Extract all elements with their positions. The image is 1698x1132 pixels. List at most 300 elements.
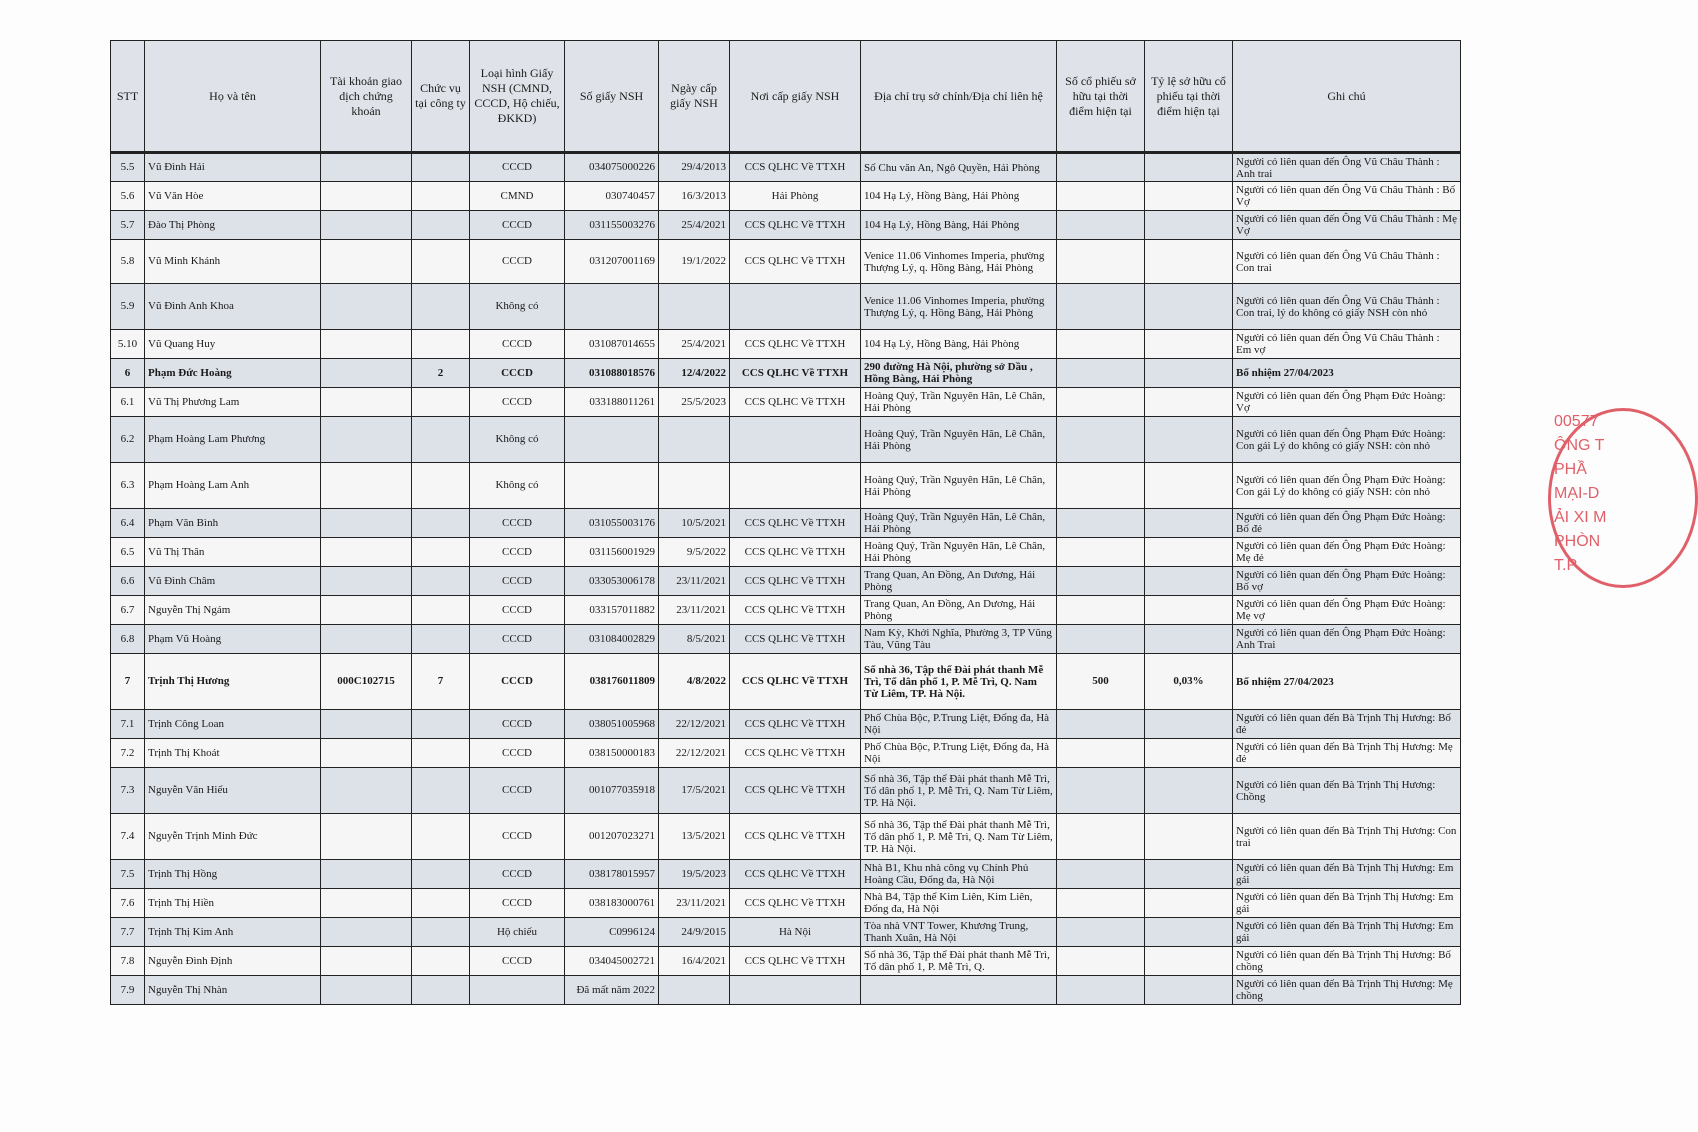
cell-account xyxy=(321,388,412,417)
cell-id-type: CCCD xyxy=(470,153,565,182)
cell-position xyxy=(412,947,470,976)
cell-address: Số nhà 36, Tập thể Đài phát thanh Mễ Trì, Tổ dân phố 1, P. Mễ Trì, Q. xyxy=(861,947,1057,976)
cell-issue-date: 13/5/2021 xyxy=(659,814,730,860)
cell-ratio xyxy=(1145,596,1233,625)
cell-id-type: CCCD xyxy=(470,768,565,814)
cell-account xyxy=(321,739,412,768)
cell-ratio xyxy=(1145,918,1233,947)
cell-issue-date: 25/5/2023 xyxy=(659,388,730,417)
cell-address: Trang Quan, An Đồng, An Dương, Hải Phòng xyxy=(861,567,1057,596)
cell-address: 104 Hạ Lý, Hồng Bàng, Hải Phòng xyxy=(861,330,1057,359)
cell-stt: 6.8 xyxy=(111,625,145,654)
cell-stt: 6.1 xyxy=(111,388,145,417)
cell-id-number xyxy=(565,284,659,330)
cell-account xyxy=(321,284,412,330)
cell-address: 290 đường Hà Nội, phường sở Dầu , Hồng Bàng, Hải Phòng xyxy=(861,359,1057,388)
cell-name: Vũ Đình Châm xyxy=(145,567,321,596)
table-row xyxy=(111,710,1461,739)
cell-issue-place: CCS QLHC Về TTXH xyxy=(730,860,861,889)
cell-shares xyxy=(1057,860,1145,889)
cell-account xyxy=(321,976,412,1005)
table-row xyxy=(111,240,1461,284)
table-row xyxy=(111,463,1461,509)
cell-id-type: CCCD xyxy=(470,538,565,567)
cell-id-type: CCCD xyxy=(470,359,565,388)
cell-note: Người có liên quan đến Bà Trịnh Thị Hương: Em gái xyxy=(1233,860,1461,889)
cell-name: Phạm Hoàng Lam Phương xyxy=(145,417,321,463)
cell-id-number: 031207001169 xyxy=(565,240,659,284)
cell-id-type: Không có xyxy=(470,417,565,463)
cell-id-number: 001207023271 xyxy=(565,814,659,860)
cell-position xyxy=(412,596,470,625)
cell-name: Nguyễn Thị Ngám xyxy=(145,596,321,625)
cell-account xyxy=(321,814,412,860)
cell-position xyxy=(412,768,470,814)
cell-stt: 6.6 xyxy=(111,567,145,596)
table-row xyxy=(111,889,1461,918)
cell-stt: 7.8 xyxy=(111,947,145,976)
cell-issue-date xyxy=(659,284,730,330)
cell-issue-date: 23/11/2021 xyxy=(659,567,730,596)
cell-account xyxy=(321,918,412,947)
table-row xyxy=(111,359,1461,388)
related-persons-table xyxy=(110,40,1461,1005)
cell-name: Phạm Văn Bình xyxy=(145,509,321,538)
cell-address: Hoàng Quý, Trần Nguyên Hãn, Lê Chân, Hải Phòng xyxy=(861,388,1057,417)
cell-ratio xyxy=(1145,417,1233,463)
cell-issue-place: CCS QLHC Về TTXH xyxy=(730,768,861,814)
cell-stt: 7.6 xyxy=(111,889,145,918)
table-row xyxy=(111,814,1461,860)
cell-shares xyxy=(1057,359,1145,388)
cell-issue-date xyxy=(659,463,730,509)
cell-account xyxy=(321,330,412,359)
cell-ratio xyxy=(1145,710,1233,739)
cell-account xyxy=(321,463,412,509)
cell-ratio xyxy=(1145,182,1233,211)
cell-stt: 7.4 xyxy=(111,814,145,860)
cell-address: Hoàng Quý, Trần Nguyên Hãn, Lê Chân, Hải Phòng xyxy=(861,417,1057,463)
cell-id-type: CCCD xyxy=(470,654,565,710)
cell-address: Hoàng Quý, Trần Nguyên Hãn, Lê Chân, Hải Phòng xyxy=(861,509,1057,538)
header-id-number: Số giấy NSH xyxy=(565,41,659,153)
cell-account xyxy=(321,768,412,814)
cell-id-type: CCCD xyxy=(470,567,565,596)
cell-ratio xyxy=(1145,509,1233,538)
cell-id-type: CCCD xyxy=(470,596,565,625)
cell-stt: 5.9 xyxy=(111,284,145,330)
cell-name: Trịnh Công Loan xyxy=(145,710,321,739)
cell-ratio xyxy=(1145,463,1233,509)
cell-ratio xyxy=(1145,567,1233,596)
cell-stt: 7.2 xyxy=(111,739,145,768)
cell-issue-date: 16/4/2021 xyxy=(659,947,730,976)
header-address: Địa chỉ trụ sở chính/Địa chỉ liên hệ xyxy=(861,41,1057,153)
cell-address: 104 Hạ Lý, Hồng Bàng, Hải Phòng xyxy=(861,182,1057,211)
header-position: Chức vụ tại công ty xyxy=(412,41,470,153)
cell-id-type: CCCD xyxy=(470,947,565,976)
cell-id-number: 030740457 xyxy=(565,182,659,211)
cell-stt: 7.5 xyxy=(111,860,145,889)
cell-note: Người có liên quan đến Ông Phạm Đức Hoàng: Mẹ vợ xyxy=(1233,596,1461,625)
cell-issue-place: CCS QLHC Về TTXH xyxy=(730,710,861,739)
cell-note: Người có liên quan đến Bà Trịnh Thị Hương: Mẹ chồng xyxy=(1233,976,1461,1005)
stamp-text: T.P xyxy=(1554,557,1578,574)
table-row xyxy=(111,182,1461,211)
cell-id-number: 031156001929 xyxy=(565,538,659,567)
cell-id-number: 031087014655 xyxy=(565,330,659,359)
cell-ratio xyxy=(1145,388,1233,417)
cell-position xyxy=(412,417,470,463)
cell-issue-place: CCS QLHC Về TTXH xyxy=(730,889,861,918)
cell-id-type: CCCD xyxy=(470,625,565,654)
cell-position xyxy=(412,918,470,947)
cell-shares xyxy=(1057,889,1145,918)
cell-address: Tòa nhà VNT Tower, Khương Trung, Thanh Xuân, Hà Nội xyxy=(861,918,1057,947)
cell-id-type: CCCD xyxy=(470,388,565,417)
table-row xyxy=(111,739,1461,768)
table-row xyxy=(111,768,1461,814)
table-row xyxy=(111,947,1461,976)
cell-account xyxy=(321,211,412,240)
cell-position xyxy=(412,625,470,654)
cell-issue-date: 8/5/2021 xyxy=(659,625,730,654)
cell-name: Trịnh Thị Hương xyxy=(145,654,321,710)
cell-position: 7 xyxy=(412,654,470,710)
cell-issue-place: CCS QLHC Về TTXH xyxy=(730,947,861,976)
cell-ratio xyxy=(1145,739,1233,768)
cell-address: Venice 11.06 Vinhomes Imperia, phường Thượng Lý, q. Hồng Bàng, Hải Phòng xyxy=(861,284,1057,330)
cell-note: Người có liên quan đến Bà Trịnh Thị Hương: Mẹ đẻ xyxy=(1233,739,1461,768)
cell-issue-place: CCS QLHC Về TTXH xyxy=(730,654,861,710)
cell-note: Người có liên quan đến Ông Phạm Đức Hoàng: Con gái Lý do không có giấy NSH: còn nhỏ xyxy=(1233,463,1461,509)
cell-stt: 7.7 xyxy=(111,918,145,947)
cell-issue-date: 4/8/2022 xyxy=(659,654,730,710)
cell-address: Hoàng Quý, Trần Nguyên Hãn, Lê Chân, Hải Phòng xyxy=(861,463,1057,509)
cell-shares xyxy=(1057,567,1145,596)
cell-stt: 7.1 xyxy=(111,710,145,739)
cell-name: Phạm Đức Hoàng xyxy=(145,359,321,388)
table-body xyxy=(111,153,1461,1005)
cell-stt: 6.5 xyxy=(111,538,145,567)
cell-id-number: Đã mất năm 2022 xyxy=(565,976,659,1005)
cell-position xyxy=(412,538,470,567)
cell-account xyxy=(321,509,412,538)
cell-stt: 5.5 xyxy=(111,153,145,182)
cell-name: Trịnh Thị Hiền xyxy=(145,889,321,918)
cell-issue-place: Hải Phòng xyxy=(730,182,861,211)
cell-shares xyxy=(1057,596,1145,625)
cell-name: Vũ Thị Phương Lam xyxy=(145,388,321,417)
cell-stt: 6.7 xyxy=(111,596,145,625)
cell-id-number: 038051005968 xyxy=(565,710,659,739)
cell-id-type: CCCD xyxy=(470,211,565,240)
header-shares: Số cổ phiếu sở hữu tại thời điểm hiện tại xyxy=(1057,41,1145,153)
cell-ratio xyxy=(1145,889,1233,918)
cell-issue-date: 19/5/2023 xyxy=(659,860,730,889)
cell-address: Phố Chùa Bộc, P.Trung Liệt, Đống đa, Hà Nội xyxy=(861,739,1057,768)
stamp-text: 00577 xyxy=(1554,413,1599,430)
cell-issue-place: CCS QLHC Về TTXH xyxy=(730,240,861,284)
header-account: Tài khoản giao dịch chứng khoán xyxy=(321,41,412,153)
cell-note: Người có liên quan đến Ông Phạm Đức Hoàng: Anh Trai xyxy=(1233,625,1461,654)
cell-issue-date xyxy=(659,417,730,463)
cell-position xyxy=(412,463,470,509)
cell-name: Đào Thị Phòng xyxy=(145,211,321,240)
cell-note: Người có liên quan đến Ông Vũ Châu Thành : Bố Vợ xyxy=(1233,182,1461,211)
table-row xyxy=(111,567,1461,596)
cell-position xyxy=(412,814,470,860)
cell-note: Bổ nhiệm 27/04/2023 xyxy=(1233,654,1461,710)
cell-shares xyxy=(1057,388,1145,417)
cell-account xyxy=(321,625,412,654)
cell-position xyxy=(412,976,470,1005)
cell-name: Trịnh Thị Kim Anh xyxy=(145,918,321,947)
table-header-row xyxy=(111,41,1461,153)
cell-stt: 6 xyxy=(111,359,145,388)
cell-ratio xyxy=(1145,284,1233,330)
cell-position xyxy=(412,182,470,211)
stamp-text: MẠI-D xyxy=(1554,485,1600,502)
cell-id-number: 038176011809 xyxy=(565,654,659,710)
cell-name: Nguyễn Đình Định xyxy=(145,947,321,976)
cell-name: Vũ Đình Hải xyxy=(145,153,321,182)
header-issue-place: Nơi cấp giấy NSH xyxy=(730,41,861,153)
cell-position xyxy=(412,889,470,918)
cell-shares xyxy=(1057,463,1145,509)
cell-account xyxy=(321,596,412,625)
cell-note: Người có liên quan đến Ông Phạm Đức Hoàng: Bố vợ xyxy=(1233,567,1461,596)
cell-issue-date: 23/11/2021 xyxy=(659,596,730,625)
cell-account xyxy=(321,153,412,182)
cell-name: Trịnh Thị Khoát xyxy=(145,739,321,768)
cell-name: Vũ Đình Anh Khoa xyxy=(145,284,321,330)
cell-id-number: 031055003176 xyxy=(565,509,659,538)
header-id-type: Loại hình Giấy NSH (CMND, CCCD, Hộ chiếu, ĐKKD) xyxy=(470,41,565,153)
cell-name: Vũ Quang Huy xyxy=(145,330,321,359)
cell-name: Phạm Vũ Hoàng xyxy=(145,625,321,654)
cell-id-number: 034045002721 xyxy=(565,947,659,976)
cell-position xyxy=(412,860,470,889)
cell-shares xyxy=(1057,538,1145,567)
cell-position xyxy=(412,211,470,240)
cell-position xyxy=(412,330,470,359)
cell-note: Người có liên quan đến Ông Phạm Đức Hoàng: Bố đẻ xyxy=(1233,509,1461,538)
stamp-text: ẢI XI M xyxy=(1554,509,1607,526)
cell-address: Hoàng Quý, Trần Nguyên Hãn, Lê Chân, Hải Phòng xyxy=(861,538,1057,567)
cell-shares xyxy=(1057,417,1145,463)
cell-note: Người có liên quan đến Bà Trịnh Thị Hương: Chồng xyxy=(1233,768,1461,814)
cell-id-type: CCCD xyxy=(470,240,565,284)
cell-shares xyxy=(1057,739,1145,768)
table-row xyxy=(111,976,1461,1005)
cell-name: Nguyễn Văn Hiếu xyxy=(145,768,321,814)
cell-id-type: CCCD xyxy=(470,860,565,889)
cell-issue-date: 25/4/2021 xyxy=(659,330,730,359)
cell-name: Nguyễn Thị Nhàn xyxy=(145,976,321,1005)
stamp-text: PHÒN xyxy=(1554,533,1601,550)
cell-position xyxy=(412,388,470,417)
cell-issue-place: CCS QLHC Về TTXH xyxy=(730,596,861,625)
cell-account xyxy=(321,417,412,463)
cell-address: Nhà B1, Khu nhà công vụ Chính Phủ Hoàng Cầu, Đống đa, Hà Nội xyxy=(861,860,1057,889)
table-row xyxy=(111,153,1461,182)
table-row xyxy=(111,509,1461,538)
cell-id-number: 033157011882 xyxy=(565,596,659,625)
cell-id-number: 001077035918 xyxy=(565,768,659,814)
cell-position xyxy=(412,284,470,330)
cell-issue-place: CCS QLHC Về TTXH xyxy=(730,359,861,388)
cell-issue-date xyxy=(659,976,730,1005)
cell-position xyxy=(412,567,470,596)
cell-stt: 6.2 xyxy=(111,417,145,463)
cell-note: Bổ nhiệm 27/04/2023 xyxy=(1233,359,1461,388)
cell-note: Người có liên quan đến Ông Phạm Đức Hoàng: Vợ xyxy=(1233,388,1461,417)
cell-ratio xyxy=(1145,211,1233,240)
cell-id-type: CCCD xyxy=(470,814,565,860)
cell-note: Người có liên quan đến Ông Vũ Châu Thành : Anh trai xyxy=(1233,153,1461,182)
cell-issue-place: CCS QLHC Về TTXH xyxy=(730,211,861,240)
cell-issue-place xyxy=(730,976,861,1005)
cell-id-number: 031088018576 xyxy=(565,359,659,388)
cell-issue-date: 19/1/2022 xyxy=(659,240,730,284)
cell-issue-date: 10/5/2021 xyxy=(659,509,730,538)
cell-issue-place: Hà Nội xyxy=(730,918,861,947)
cell-id-type: CCCD xyxy=(470,509,565,538)
cell-note: Người có liên quan đến Ông Vũ Châu Thành : Em vợ xyxy=(1233,330,1461,359)
cell-address: Số nhà 36, Tập thể Đài phát thanh Mễ Trì, Tổ dân phố 1, P. Mễ Trì, Q. Nam Từ Liêm, TP. Hà Nội. xyxy=(861,654,1057,710)
cell-note: Người có liên quan đến Ông Vũ Châu Thành : Con trai, lý do không có giấy NSH còn nhỏ xyxy=(1233,284,1461,330)
cell-shares xyxy=(1057,211,1145,240)
cell-note: Người có liên quan đến Ông Vũ Châu Thành : Con trai xyxy=(1233,240,1461,284)
cell-account xyxy=(321,889,412,918)
stamp-text: ÔNG T xyxy=(1554,437,1605,454)
cell-name: Vũ Văn Hòe xyxy=(145,182,321,211)
cell-issue-place xyxy=(730,284,861,330)
cell-ratio xyxy=(1145,976,1233,1005)
cell-address: 104 Hạ Lý, Hồng Bàng, Hải Phòng xyxy=(861,211,1057,240)
header-note: Ghi chú xyxy=(1233,41,1461,153)
table-row xyxy=(111,654,1461,710)
cell-id-number: 038183000761 xyxy=(565,889,659,918)
table-row xyxy=(111,284,1461,330)
cell-id-number: 038150000183 xyxy=(565,739,659,768)
cell-ratio xyxy=(1145,860,1233,889)
cell-shares xyxy=(1057,918,1145,947)
cell-stt: 7 xyxy=(111,654,145,710)
cell-note: Người có liên quan đến Ông Phạm Đức Hoàng: Con gái Lý do không có giấy NSH: còn nhỏ xyxy=(1233,417,1461,463)
cell-position xyxy=(412,153,470,182)
cell-shares xyxy=(1057,153,1145,182)
cell-shares xyxy=(1057,509,1145,538)
cell-stt: 6.4 xyxy=(111,509,145,538)
cell-note: Người có liên quan đến Bà Trịnh Thị Hương: Bố chồng xyxy=(1233,947,1461,976)
cell-position xyxy=(412,509,470,538)
cell-id-type: CCCD xyxy=(470,330,565,359)
cell-shares xyxy=(1057,947,1145,976)
cell-shares xyxy=(1057,814,1145,860)
cell-issue-place: CCS QLHC Về TTXH xyxy=(730,739,861,768)
cell-issue-place xyxy=(730,417,861,463)
cell-issue-date: 9/5/2022 xyxy=(659,538,730,567)
table-row xyxy=(111,596,1461,625)
stamp-text: PHẦ xyxy=(1554,461,1587,478)
table-row xyxy=(111,388,1461,417)
cell-id-number: 038178015957 xyxy=(565,860,659,889)
cell-address xyxy=(861,976,1057,1005)
cell-position xyxy=(412,240,470,284)
cell-id-type: Hộ chiếu xyxy=(470,918,565,947)
cell-name: Nguyễn Trịnh Minh Đức xyxy=(145,814,321,860)
cell-note: Người có liên quan đến Ông Vũ Châu Thành : Mẹ Vợ xyxy=(1233,211,1461,240)
cell-issue-date: 17/5/2021 xyxy=(659,768,730,814)
cell-id-number xyxy=(565,417,659,463)
cell-issue-date: 29/4/2013 xyxy=(659,153,730,182)
cell-stt: 5.7 xyxy=(111,211,145,240)
table-row xyxy=(111,330,1461,359)
cell-stt: 7.3 xyxy=(111,768,145,814)
cell-issue-date: 24/9/2015 xyxy=(659,918,730,947)
cell-account xyxy=(321,710,412,739)
cell-ratio xyxy=(1145,768,1233,814)
header-issue-date: Ngày cấp giấy NSH xyxy=(659,41,730,153)
cell-address: Venice 11.06 Vinhomes Imperia, phường Thượng Lý, q. Hồng Bàng, Hải Phòng xyxy=(861,240,1057,284)
cell-id-type: Không có xyxy=(470,463,565,509)
cell-issue-date: 22/12/2021 xyxy=(659,739,730,768)
table-row xyxy=(111,625,1461,654)
cell-shares xyxy=(1057,976,1145,1005)
cell-address: Số nhà 36, Tập thể Đài phát thanh Mễ Trì, Tổ dân phố 1, P. Mễ Trì, Q. Nam Từ Liêm, TP. Hà Nội. xyxy=(861,814,1057,860)
cell-position xyxy=(412,739,470,768)
cell-position xyxy=(412,710,470,739)
cell-issue-place: CCS QLHC Về TTXH xyxy=(730,567,861,596)
cell-issue-place: CCS QLHC Về TTXH xyxy=(730,388,861,417)
cell-issue-place: CCS QLHC Về TTXH xyxy=(730,814,861,860)
cell-address: Số Chu văn An, Ngô Quyền, Hải Phòng xyxy=(861,153,1057,182)
cell-id-type: Không có xyxy=(470,284,565,330)
cell-note: Người có liên quan đến Ông Phạm Đức Hoàng: Mẹ đẻ xyxy=(1233,538,1461,567)
cell-issue-place: CCS QLHC Về TTXH xyxy=(730,509,861,538)
cell-note: Người có liên quan đến Bà Trịnh Thị Hương: Em gái xyxy=(1233,889,1461,918)
cell-shares xyxy=(1057,182,1145,211)
cell-ratio xyxy=(1145,625,1233,654)
cell-ratio: 0,03% xyxy=(1145,654,1233,710)
cell-name: Vũ Minh Khánh xyxy=(145,240,321,284)
header-stt: STT xyxy=(111,41,145,153)
cell-id-type: CCCD xyxy=(470,710,565,739)
cell-shares xyxy=(1057,625,1145,654)
cell-stt: 6.3 xyxy=(111,463,145,509)
cell-issue-date: 12/4/2022 xyxy=(659,359,730,388)
cell-account xyxy=(321,947,412,976)
cell-ratio xyxy=(1145,240,1233,284)
cell-id-number: 031084002829 xyxy=(565,625,659,654)
cell-account xyxy=(321,860,412,889)
cell-id-number: C0996124 xyxy=(565,918,659,947)
cell-id-number: 031155003276 xyxy=(565,211,659,240)
cell-note: Người có liên quan đến Bà Trịnh Thị Hương: Bố đẻ xyxy=(1233,710,1461,739)
cell-ratio xyxy=(1145,330,1233,359)
table-row xyxy=(111,860,1461,889)
cell-ratio xyxy=(1145,947,1233,976)
cell-ratio xyxy=(1145,538,1233,567)
cell-shares: 500 xyxy=(1057,654,1145,710)
cell-ratio xyxy=(1145,153,1233,182)
cell-stt: 5.10 xyxy=(111,330,145,359)
cell-address: Nam Kỳ, Khởi Nghĩa, Phường 3, TP Vũng Tàu, Vũng Tàu xyxy=(861,625,1057,654)
cell-issue-place: CCS QLHC Về TTXH xyxy=(730,153,861,182)
cell-ratio xyxy=(1145,359,1233,388)
